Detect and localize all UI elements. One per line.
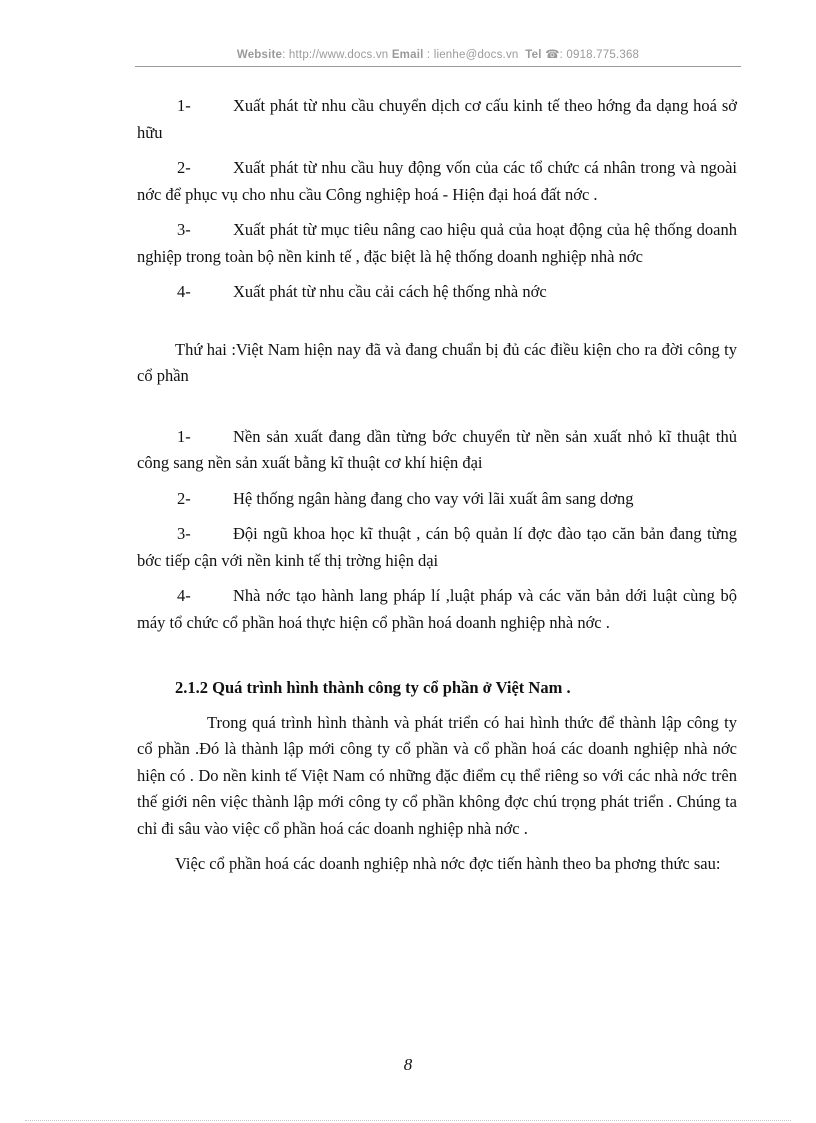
list-item-number: 3-	[177, 524, 191, 543]
paragraph-second-reason: Thứ hai :Việt Nam hiện nay đã và đang chuẩn bị đủ các điều kiện cho ra đời công ty cổ phần	[137, 339, 737, 385]
section-heading: 2.1.2 Quá trình hình thành công ty cổ phần ở Việt Nam .	[175, 678, 571, 697]
list-item-text: Xuất phát từ nhu cầu cải cách hệ thống nhà nớc	[233, 282, 547, 301]
list-item	[137, 486, 737, 513]
page-number: 8	[403, 1055, 413, 1074]
list-item-text: Xuất phát từ nhu cầu chuyển dịch cơ cấu kinh tế theo hớng đa dạng hoá sở hữu	[137, 96, 737, 142]
spacer	[137, 390, 737, 424]
list-item-text: Xuất phát từ nhu cầu huy động vốn của các tổ chức cá nhân trong và ngoài nớc để phục vụ cho nhu cầu Công nghiệp hoá - Hiện đại hoá đất nớc .	[137, 158, 737, 204]
list-item	[137, 521, 737, 574]
list-item-text: Xuất phát từ mục tiêu nâng cao hiệu quả của hoạt động của hệ thống doanh nghiệp trong toàn bộ nền kinh tế , đặc biệt là hệ thống doanh nghiệp nhà nớc	[137, 220, 737, 266]
list-item-number: 3-	[177, 220, 191, 239]
tel-number: ☎: 0918.775.368	[545, 49, 640, 61]
list-item	[137, 155, 737, 208]
list-item-text: Nền sản xuất đang dần từng bớc chuyển từ nền sản xuất nhỏ kĩ thuật thủ công sang nền sản xuất bằng kĩ thuật cơ khí hiện đại	[137, 426, 737, 472]
website-label: Website	[236, 49, 283, 61]
website-url[interactable]: : http://www.docs.vn	[282, 49, 389, 61]
reasons-list	[137, 93, 737, 306]
list-item	[137, 93, 737, 146]
list-item	[137, 424, 737, 477]
list-item-number: 1-	[177, 426, 191, 446]
paragraph-methods: Việc cổ phần hoá các doanh nghiệp nhà nớc đợc tiến hành theo ba phơng thức sau:	[175, 854, 721, 873]
email-address[interactable]: : lienhe@docs.vn	[426, 49, 519, 61]
page-header	[135, 47, 741, 61]
list-item	[137, 279, 737, 306]
list-item-number: 2-	[177, 488, 191, 508]
conditions-list	[137, 424, 737, 637]
list-item-text: Nhà nớc tạo hành lang pháp lí ,luật pháp và các văn bản dới luật cùng bộ máy tổ chức cổ phần hoá thực hiện cổ phần hoá doanh nghiệp nhà nớc .	[137, 586, 737, 632]
spacer	[137, 645, 737, 675]
list-item-number: 4-	[177, 586, 191, 605]
tel-label: Tel	[525, 49, 542, 61]
list-item-text: Hệ thống ngân hàng đang cho vay với lãi xuất âm sang dơng	[233, 488, 634, 508]
document-body	[137, 93, 737, 878]
list-item	[137, 217, 737, 270]
list-item-number: 1-	[177, 96, 191, 115]
page-bottom-border	[25, 1120, 791, 1121]
list-item-number: 4-	[177, 282, 191, 301]
spacer	[137, 315, 737, 337]
paragraph-process: Trong quá trình hình thành và phát triển có hai hình thức để thành lập công ty cổ phần .Đó là thành lập mới công ty cổ phần và cổ phần hoá các doanh nghiệp nhà nớc hiện có . Do nền kinh tế Việt Nam có những đặc điểm cụ thể riêng so với các nhà nớc trên thế giới nên việc thành lập mới công ty cổ phần không đợc chú trọng phát triển . Chúng ta chỉ đi sâu vào việc cổ phần hoá các doanh nghiệp nhà nớc .	[137, 712, 737, 838]
list-item	[137, 583, 737, 636]
list-item-text: Đội ngũ khoa học kĩ thuật , cán bộ quản lí đợc đào tạo căn bản đang từng bớc tiếp cận với nền kinh tế thị trờng hiện dại	[137, 524, 737, 570]
list-item-number: 2-	[177, 158, 191, 177]
header-divider	[135, 66, 741, 67]
email-label: Email	[391, 49, 424, 61]
